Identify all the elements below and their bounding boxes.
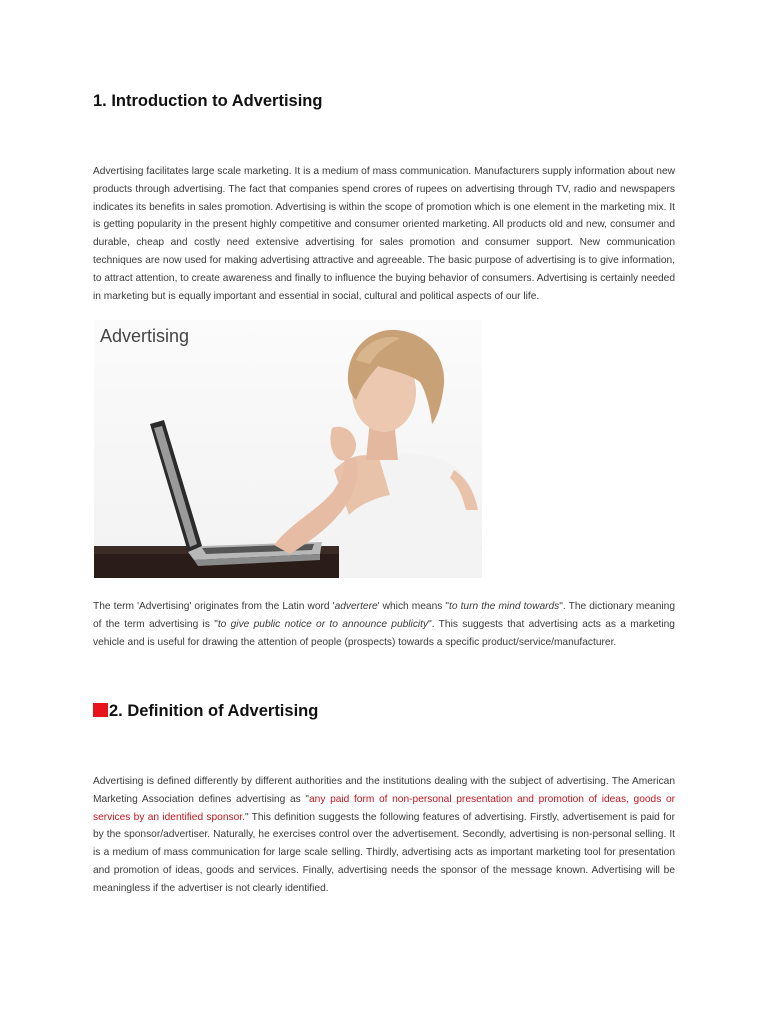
section-1-heading: 1. Introduction to Advertising [93, 92, 323, 110]
etymology-paragraph [93, 598, 675, 651]
etymology-text-4: ". This suggests that advertising acts as a marketing vehicle and is useful for drawing the attention of people (prospects) towards a specific product/service/manufacturer. [93, 618, 675, 648]
latin-meaning: to turn the mind towards [449, 601, 560, 612]
definition-paragraph [93, 773, 675, 898]
etymology-text-3: ". The dictionary meaning of the term advertising is " [93, 601, 675, 630]
ama-definition-quote: any paid form of non-personal presentation and promotion of ideas, goods or services by an identified sponsor. [93, 793, 675, 823]
etymology-text-2: ' which means " [377, 601, 450, 612]
section-2-heading [93, 702, 318, 721]
advertising-figure [94, 320, 482, 578]
definition-text-1: Advertising is defined differently by different authorities and the institutions dealing with the subject of advertising. The American Marketing Association defines advertising as " [93, 776, 675, 805]
figure-label: Advertising [100, 326, 190, 346]
red-square-marker-icon [93, 703, 108, 717]
intro-paragraph: Advertising facilitates large scale marketing. It is a medium of mass communication. Manufacturers supply information about new products through advertising. The fact that companies spend crores of rupees on advertising through TV, radio and newspapers indicates its benefits in sales promotion. Advertising is within the scope of promotion which is one element in the marketing mix. It is getting popularity in the present highly competitive and consumer oriented marketing. All products old and new, consumer and durable, cheap and costly need extensive advertising for sales promotion and consumer support. New communication techniques are now used for making advertising attractive and agreeable. The basic purpose of advertising is to give information, to attract attention, to create awareness and finally to influence the buying behavior of consumers. Advertising is certainly needed in marketing but is equally important and essential in social, cultural and political aspects of our life. [93, 166, 675, 302]
dictionary-meaning: to give public notice or to announce publicity [217, 618, 429, 630]
latin-word: advertere [334, 601, 378, 612]
section-2-heading-text: 2. Definition of Advertising [109, 702, 319, 720]
etymology-text-1: The term 'Advertising' originates from the Latin word ' [93, 601, 335, 612]
woman-with-laptop-photo-icon [94, 320, 482, 578]
definition-text-2: " This definition suggests the following features of advertising. Firstly, advertisement is paid for by the sponsor/advertiser. Naturally, he exercises control over the advertisement. Secondly, advertising is non-personal selling. It is a medium of mass communication for large scale selling. Thirdly, advertising acts as important marketing tool for presentation and promotion of ideas, goods and services. Finally, advertising needs the sponsor of the message known. Advertising will be meaningless if the advertiser is not clearly identified. [93, 811, 675, 894]
